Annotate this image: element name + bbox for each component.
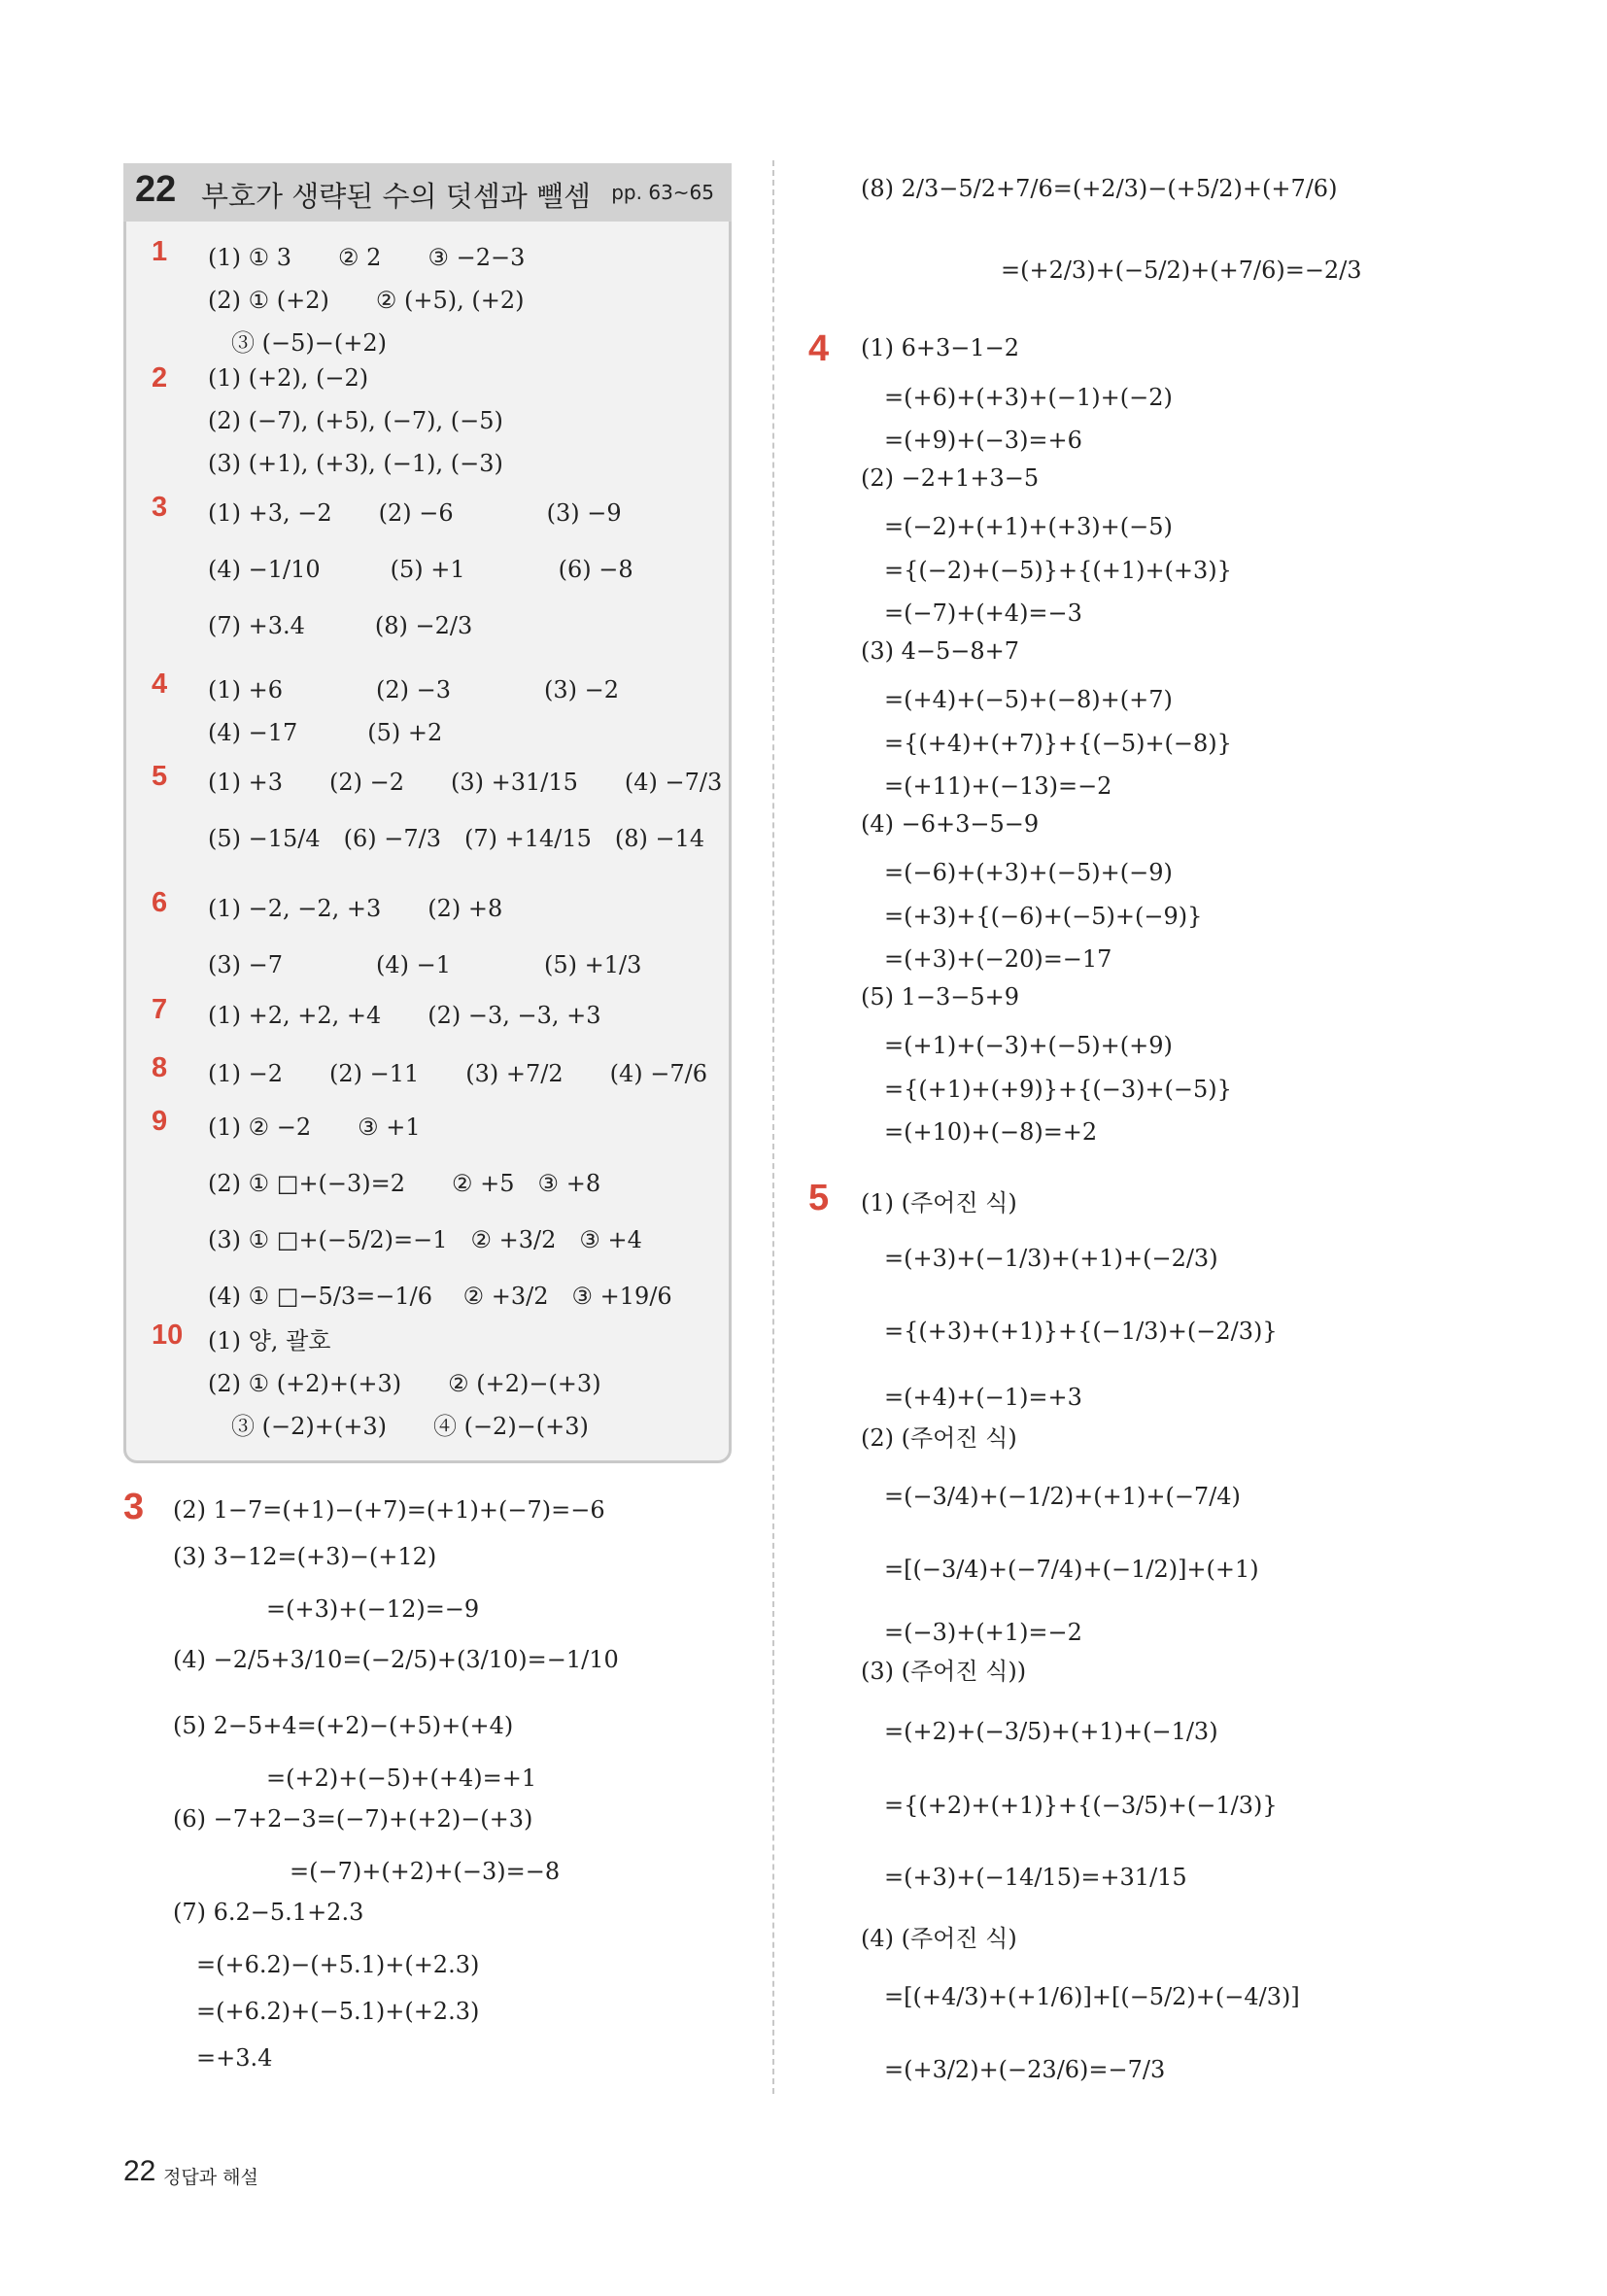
answer-line: =(−2)+(+1)+(+3)+(−5) (861, 513, 1173, 540)
answer-line: (3) (주어진 식)) (861, 1658, 1027, 1685)
answer-line: (5) 1−3−5+9 (861, 982, 1020, 1011)
answer-line: (5) −15/4 (6) −7/3 (7) +14/15 (8) −14 (208, 825, 705, 852)
answer-line: =+3.4 (173, 2044, 273, 2072)
answer-line: (2) (−7), (+5), (−7), (−5) (208, 407, 503, 434)
answer-line: =(+4)+(−1)=+3 (861, 1384, 1082, 1411)
answer-line: =(+3)+(−20)=−17 (861, 945, 1112, 973)
footer-label: 정답과 해설 (163, 2167, 258, 2188)
answer-line: (8) 2/3−5/2+7/6=(+2/3)−(+5/2)+(+7/6) (861, 175, 1338, 202)
answer-line: =[(−3/4)+(−7/4)+(−1/2)]+(+1) (861, 1556, 1259, 1583)
answer-line: (1) −2, −2, +3 (2) +8 (208, 895, 503, 922)
answer-line: (1) +3, −2 (2) −6 (3) −9 (208, 499, 622, 527)
answer-line: (2) (주어진 식) (861, 1424, 1017, 1452)
answer-line: (7) +3.4 (8) −2/3 (208, 612, 473, 639)
answer-line: (4) −17 (5) +2 (208, 719, 443, 746)
answer-line: =(+4)+(−5)+(−8)+(+7) (861, 686, 1173, 713)
footer-page-number: 22 (123, 2155, 156, 2187)
answer-line: (3) 4−5−8+7 (861, 636, 1020, 665)
section-title: 부호가 생략된 수의 덧셈과 뺄셈 (201, 180, 592, 213)
answer-line: (2) 1−7=(+1)−(+7)=(+1)+(−7)=−6 (173, 1496, 605, 1524)
answer-line: =[(+4/3)+(+1/6)]+[(−5/2)+(−4/3)] (861, 1983, 1300, 2010)
question-number: 4 (152, 668, 168, 700)
question-number: 3 (123, 1487, 145, 1527)
answer-line: =(+3)+(−12)=−9 (173, 1595, 480, 1623)
answer-line: (3) −7 (4) −1 (5) +1/3 (208, 951, 642, 978)
answer-line: (4) (주어진 식) (861, 1925, 1017, 1952)
answer-line: ③ (−2)+(+3) ④ (−2)−(+3) (208, 1413, 589, 1440)
answer-line: (1) +3 (2) −2 (3) +31/15 (4) −7/3 (208, 769, 723, 796)
answer-line: (1) 양, 괄호 (208, 1327, 331, 1354)
question-number: 5 (808, 1178, 830, 1218)
answer-line: ={(+4)+(+7)}+{(−5)+(−8)} (861, 729, 1232, 757)
answer-line: (3) ① □+(−5/2)=−1 ② +3/2 ③ +4 (208, 1226, 642, 1253)
answer-line: (1) (주어진 식) (861, 1189, 1017, 1217)
answer-line: =(+3)+(−1/3)+(+1)+(−2/3) (861, 1245, 1218, 1272)
answer-line: =(−3)+(+1)=−2 (861, 1619, 1082, 1646)
answer-line: (4) ① □−5/3=−1/6 ② +3/2 ③ +19/6 (208, 1283, 672, 1310)
question-number: 10 (152, 1319, 184, 1351)
answer-line: (1) (+2), (−2) (208, 364, 369, 392)
answer-line: ={(+2)+(+1)}+{(−3/5)+(−1/3)} (861, 1792, 1278, 1819)
answer-line: (2) ① (+2)+(+3) ② (+2)−(+3) (208, 1370, 601, 1397)
question-number: 6 (152, 887, 168, 918)
answer-line: =(+3)+(−14/15)=+31/15 (861, 1864, 1187, 1891)
answer-line: ③ (−5)−(+2) (208, 329, 387, 357)
answer-box (123, 163, 732, 1463)
answer-line: ={(−2)+(−5)}+{(+1)+(+3)} (861, 556, 1232, 584)
answer-line: =(+10)+(−8)=+2 (861, 1118, 1098, 1146)
page-range: pp. 63~65 (611, 181, 714, 204)
question-number: 2 (152, 362, 168, 394)
answer-line: (1) −2 (2) −11 (3) +7/2 (4) −7/6 (208, 1060, 707, 1087)
answer-line: =(+2)+(−3/5)+(+1)+(−1/3) (861, 1718, 1218, 1745)
answer-line: =(+9)+(−3)=+6 (861, 427, 1082, 454)
column-divider (772, 160, 774, 2094)
question-number: 9 (152, 1106, 168, 1137)
answer-line: =(+3)+{(−6)+(−5)+(−9)} (861, 902, 1203, 930)
answer-line: =(−7)+(+2)+(−3)=−8 (173, 1858, 561, 1885)
answer-line: (2) ① □+(−3)=2 ② +5 ③ +8 (208, 1170, 601, 1197)
answer-line: (7) 6.2−5.1+2.3 (173, 1899, 364, 1926)
section-header (123, 163, 732, 222)
question-number: 8 (152, 1052, 168, 1083)
answer-line: (1) ① 3 ② 2 ③ −2−3 (208, 244, 526, 271)
answer-line: ={(+3)+(+1)}+{(−1/3)+(−2/3)} (861, 1318, 1278, 1345)
answer-line: =(+6)+(+3)+(−1)+(−2) (861, 383, 1173, 411)
answer-line: (4) −1/10 (5) +1 (6) −8 (208, 556, 633, 583)
question-number: 7 (152, 994, 168, 1025)
answer-line: (1) 6+3−1−2 (861, 334, 1020, 361)
answer-line: =(+3/2)+(−23/6)=−7/3 (861, 2056, 1166, 2083)
question-number: 1 (152, 236, 168, 267)
answer-line: (1) +2, +2, +4 (2) −3, −3, +3 (208, 1002, 601, 1029)
answer-line: =(−7)+(+4)=−3 (861, 600, 1082, 627)
answer-line: =(+2/3)+(−5/2)+(+7/6)=−2/3 (861, 257, 1362, 284)
answer-line: (4) −6+3−5−9 (861, 809, 1040, 838)
answer-line: (2) ① (+2) ② (+5), (+2) (208, 287, 525, 314)
answer-line: =(+11)+(−13)=−2 (861, 772, 1112, 800)
answer-line: (3) 3−12=(+3)−(+12) (173, 1543, 437, 1570)
question-number: 4 (808, 328, 830, 369)
answer-line: =(−6)+(+3)+(−5)+(−9) (861, 859, 1173, 886)
answer-line: =(+6.2)+(−5.1)+(+2.3) (173, 1998, 480, 2025)
answer-line: (2) −2+1+3−5 (861, 463, 1040, 492)
question-number: 3 (152, 492, 168, 523)
question-number: 5 (152, 761, 168, 792)
answer-line: =(+1)+(−3)+(−5)+(+9) (861, 1032, 1173, 1059)
answer-line: (1) ② −2 ③ +1 (208, 1114, 421, 1141)
section-number: 22 (135, 169, 177, 210)
answer-line: (3) (+1), (+3), (−1), (−3) (208, 450, 503, 477)
answer-line: =(+6.2)−(+5.1)+(+2.3) (173, 1951, 480, 1978)
answer-line: =(−3/4)+(−1/2)+(+1)+(−7/4) (861, 1483, 1241, 1510)
answer-line: ={(+1)+(+9)}+{(−3)+(−5)} (861, 1075, 1232, 1103)
answer-line: (5) 2−5+4=(+2)−(+5)+(+4) (173, 1712, 514, 1739)
answer-line: (4) −2/5+3/10=(−2/5)+(3/10)=−1/10 (173, 1646, 619, 1673)
answer-line: =(+2)+(−5)+(+4)=+1 (173, 1765, 537, 1792)
answer-line: (6) −7+2−3=(−7)+(+2)−(+3) (173, 1805, 533, 1833)
answer-line: (1) +6 (2) −3 (3) −2 (208, 676, 620, 703)
